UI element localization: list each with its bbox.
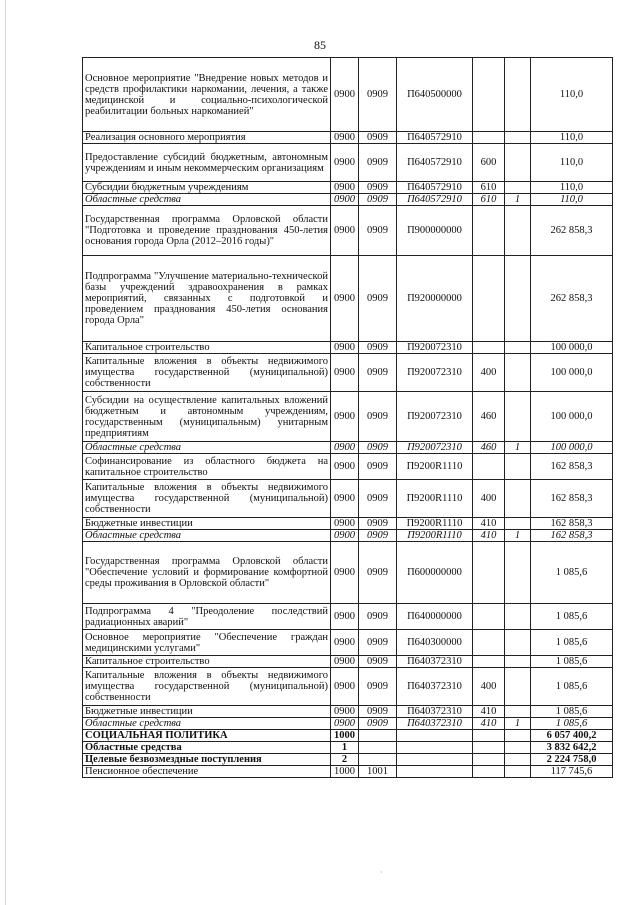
cell-name: Пенсионное обеспечение: [83, 766, 331, 778]
table-row: [83, 144, 613, 182]
cell-expense-type: [473, 454, 505, 480]
cell-target: П900000000: [397, 206, 473, 256]
page-number: 85: [314, 38, 326, 52]
cell-expense-type: 410: [473, 718, 505, 730]
table-row: [83, 604, 613, 630]
table-row: [83, 706, 613, 718]
cell-ministry: 0900: [331, 604, 359, 630]
table-row: [83, 480, 613, 518]
cell-amount: 1 085,6: [531, 542, 613, 604]
cell-source: 1: [505, 530, 531, 542]
cell-source: 1: [505, 194, 531, 206]
cell-source: [505, 630, 531, 656]
cell-section: 0909: [359, 706, 397, 718]
cell-name: Капитальные вложения в объекты недвижимого имущества государственной (муниципальной) собственности: [83, 668, 331, 706]
cell-expense-type: 410: [473, 706, 505, 718]
cell-name: Капитальное строительство: [83, 342, 331, 354]
cell-ministry: 0900: [331, 718, 359, 730]
cell-target: [397, 730, 473, 742]
cell-expense-type: 400: [473, 480, 505, 518]
table-row: [83, 530, 613, 542]
cell-target: П920072310: [397, 442, 473, 454]
cell-ministry: 0900: [331, 144, 359, 182]
cell-target: П9200R1110: [397, 480, 473, 518]
cell-name: Субсидии на осуществление капитальных вложений бюджетным и автономным учреждениям, государственным (муниципальным) унитарным предприятиям: [83, 392, 331, 442]
table-row: [83, 132, 613, 144]
cell-amount: 1 085,6: [531, 656, 613, 668]
cell-target: П640572910: [397, 194, 473, 206]
cell-amount: 162 858,3: [531, 480, 613, 518]
cell-amount: 100 000,0: [531, 442, 613, 454]
cell-source: [505, 542, 531, 604]
cell-section: [359, 754, 397, 766]
cell-ministry: 1: [331, 742, 359, 754]
cell-expense-type: 460: [473, 442, 505, 454]
cell-source: [505, 256, 531, 342]
cell-ministry: 0900: [331, 530, 359, 542]
table-row: [83, 354, 613, 392]
cell-expense-type: [473, 342, 505, 354]
cell-ministry: 0900: [331, 256, 359, 342]
cell-amount: 100 000,0: [531, 354, 613, 392]
cell-source: [505, 518, 531, 530]
cell-section: 0909: [359, 144, 397, 182]
table-row: [83, 718, 613, 730]
cell-amount: 1 085,6: [531, 604, 613, 630]
cell-expense-type: [473, 132, 505, 144]
cell-ministry: 1000: [331, 766, 359, 778]
cell-amount: 100 000,0: [531, 342, 613, 354]
cell-expense-type: [473, 256, 505, 342]
cell-name: Капитальные вложения в объекты недвижимого имущества государственной (муниципальной) собственности: [83, 354, 331, 392]
cell-amount: 1 085,6: [531, 718, 613, 730]
cell-name: Субсидии бюджетным учреждениям: [83, 182, 331, 194]
cell-name: Предоставление субсидий бюджетным, автономным учреждениям и иным некоммерческим организациям: [83, 144, 331, 182]
cell-expense-type: 610: [473, 182, 505, 194]
cell-amount: 3 832 642,2: [531, 742, 613, 754]
cell-source: [505, 604, 531, 630]
scan-margin-line: [5, 0, 6, 905]
cell-source: [505, 656, 531, 668]
cell-source: [505, 480, 531, 518]
cell-target: [397, 766, 473, 778]
cell-source: [505, 754, 531, 766]
cell-source: [505, 132, 531, 144]
cell-expense-type: 400: [473, 668, 505, 706]
table-row: [83, 454, 613, 480]
cell-ministry: 0900: [331, 392, 359, 442]
cell-section: 1001: [359, 766, 397, 778]
table-row: [83, 730, 613, 742]
cell-name: Областные средства: [83, 718, 331, 730]
cell-name: Софинансирование из областного бюджета на капитальное строительство: [83, 454, 331, 480]
table-row: [83, 194, 613, 206]
cell-source: [505, 354, 531, 392]
cell-ministry: 0900: [331, 182, 359, 194]
table-row: [83, 754, 613, 766]
cell-expense-type: [473, 754, 505, 766]
cell-expense-type: 610: [473, 194, 505, 206]
cell-amount: 1 085,6: [531, 630, 613, 656]
table-row: [83, 442, 613, 454]
table-row: [83, 206, 613, 256]
cell-target: П640572910: [397, 182, 473, 194]
table-row: [83, 656, 613, 668]
cell-source: [505, 392, 531, 442]
cell-name: Областные средства: [83, 442, 331, 454]
table-row: [83, 256, 613, 342]
cell-source: 1: [505, 718, 531, 730]
cell-name: Бюджетные инвестиции: [83, 706, 331, 718]
table-row: [83, 392, 613, 442]
cell-source: 1: [505, 442, 531, 454]
table-row: [83, 542, 613, 604]
cell-target: П640572910: [397, 132, 473, 144]
cell-section: 0909: [359, 454, 397, 480]
cell-expense-type: [473, 766, 505, 778]
cell-amount: 262 858,3: [531, 206, 613, 256]
cell-section: 0909: [359, 392, 397, 442]
cell-amount: 2 224 758,0: [531, 754, 613, 766]
cell-ministry: 2: [331, 754, 359, 766]
cell-name: Основное мероприятие "Внедрение новых методов и средств профилактики наркомании, лечения, а также медицинской и социально-психологической реабилитации больных наркоманией": [83, 58, 331, 132]
cell-expense-type: 410: [473, 518, 505, 530]
cell-target: П640572910: [397, 144, 473, 182]
cell-section: 0909: [359, 718, 397, 730]
cell-target: [397, 742, 473, 754]
cell-ministry: 0900: [331, 668, 359, 706]
cell-name: Областные средства: [83, 742, 331, 754]
cell-name: Областные средства: [83, 194, 331, 206]
cell-amount: 110,0: [531, 144, 613, 182]
cell-name: Государственная программа Орловской области "Обеспечение условий и формирование комфортной среды проживания в Орловской области": [83, 542, 331, 604]
cell-ministry: 0900: [331, 442, 359, 454]
cell-source: [505, 144, 531, 182]
cell-expense-type: [473, 542, 505, 604]
cell-name: Реализация основного мероприятия: [83, 132, 331, 144]
cell-section: 0909: [359, 58, 397, 132]
cell-ministry: 0900: [331, 194, 359, 206]
cell-target: П640372310: [397, 718, 473, 730]
cell-section: 0909: [359, 342, 397, 354]
cell-ministry: 0900: [331, 454, 359, 480]
cell-section: 0909: [359, 206, 397, 256]
cell-name: Капитальные вложения в объекты недвижимого имущества государственной (муниципальной) собственности: [83, 480, 331, 518]
cell-section: 0909: [359, 256, 397, 342]
cell-expense-type: 460: [473, 392, 505, 442]
cell-amount: 100 000,0: [531, 392, 613, 442]
cell-source: [505, 706, 531, 718]
table-row: [83, 742, 613, 754]
cell-section: 0909: [359, 530, 397, 542]
table-row: [83, 766, 613, 778]
table-row: [83, 58, 613, 132]
cell-section: 0909: [359, 354, 397, 392]
cell-name: Областные средства: [83, 530, 331, 542]
cell-target: П640500000: [397, 58, 473, 132]
cell-section: [359, 742, 397, 754]
cell-expense-type: 600: [473, 144, 505, 182]
cell-amount: 110,0: [531, 182, 613, 194]
cell-section: 0909: [359, 518, 397, 530]
cell-ministry: 0900: [331, 706, 359, 718]
cell-target: П640372310: [397, 668, 473, 706]
cell-target: [397, 754, 473, 766]
cell-target: П600000000: [397, 542, 473, 604]
cell-expense-type: [473, 656, 505, 668]
cell-name: Подпрограмма "Улучшение материально-технической базы учреждений здравоохранения в рамках мероприятий, связанных с подготовкой и проведением празднования 450-летия основания города Орла": [83, 256, 331, 342]
cell-name: СОЦИАЛЬНАЯ ПОЛИТИКА: [83, 730, 331, 742]
cell-section: 0909: [359, 182, 397, 194]
cell-source: [505, 742, 531, 754]
cell-section: 0909: [359, 656, 397, 668]
cell-ministry: 0900: [331, 206, 359, 256]
cell-section: 0909: [359, 604, 397, 630]
table-row: [83, 630, 613, 656]
cell-target: П9200R1110: [397, 518, 473, 530]
cell-amount: 110,0: [531, 194, 613, 206]
cell-section: 0909: [359, 630, 397, 656]
cell-expense-type: [473, 730, 505, 742]
cell-name: Основное мероприятие "Обеспечение граждан медицинскими услугами": [83, 630, 331, 656]
cell-amount: 6 057 400,2: [531, 730, 613, 742]
cell-source: [505, 206, 531, 256]
cell-amount: 110,0: [531, 58, 613, 132]
cell-target: П640372310: [397, 656, 473, 668]
cell-ministry: 0900: [331, 518, 359, 530]
cell-ministry: 0900: [331, 354, 359, 392]
cell-name: Целевые безвозмездные поступления: [83, 754, 331, 766]
cell-target: П640372310: [397, 706, 473, 718]
table-row: [83, 668, 613, 706]
cell-name: Бюджетные инвестиции: [83, 518, 331, 530]
cell-source: [505, 730, 531, 742]
cell-amount: 1 085,6: [531, 706, 613, 718]
cell-ministry: 0900: [331, 342, 359, 354]
cell-name: Государственная программа Орловской области "Подготовка и проведение празднования 450-летия основания города Орла (2012–2016 годы)": [83, 206, 331, 256]
cell-source: [505, 182, 531, 194]
cell-expense-type: [473, 630, 505, 656]
cell-name: Капитальное строительство: [83, 656, 331, 668]
cell-ministry: 0900: [331, 542, 359, 604]
cell-target: П9200R1110: [397, 454, 473, 480]
cell-expense-type: 410: [473, 530, 505, 542]
cell-amount: 162 858,3: [531, 518, 613, 530]
cell-target: П640300000: [397, 630, 473, 656]
cell-section: 0909: [359, 480, 397, 518]
table-row: [83, 182, 613, 194]
cell-amount: 117 745,6: [531, 766, 613, 778]
cell-source: [505, 342, 531, 354]
cell-expense-type: [473, 206, 505, 256]
cell-expense-type: 400: [473, 354, 505, 392]
cell-target: П640000000: [397, 604, 473, 630]
cell-name: Подпрограмма 4 "Преодоление последствий радиационных аварий": [83, 604, 331, 630]
cell-target: П9200R1110: [397, 530, 473, 542]
cell-amount: 110,0: [531, 132, 613, 144]
cell-ministry: 0900: [331, 58, 359, 132]
cell-source: [505, 58, 531, 132]
cell-ministry: 0900: [331, 630, 359, 656]
cell-source: [505, 454, 531, 480]
cell-amount: 162 858,3: [531, 454, 613, 480]
cell-source: [505, 668, 531, 706]
table-row: [83, 518, 613, 530]
cell-section: [359, 730, 397, 742]
cell-target: П920072310: [397, 342, 473, 354]
cell-expense-type: [473, 58, 505, 132]
budget-table: [82, 57, 613, 778]
cell-section: 0909: [359, 668, 397, 706]
cell-section: 0909: [359, 442, 397, 454]
cell-section: 0909: [359, 542, 397, 604]
cell-ministry: 0900: [331, 480, 359, 518]
cell-amount: 1 085,6: [531, 668, 613, 706]
cell-amount: 162 858,3: [531, 530, 613, 542]
cell-expense-type: [473, 604, 505, 630]
cell-target: П920072310: [397, 392, 473, 442]
cell-source: [505, 766, 531, 778]
table-row: [83, 342, 613, 354]
cell-target: П920072310: [397, 354, 473, 392]
cell-ministry: 0900: [331, 132, 359, 144]
cell-expense-type: [473, 742, 505, 754]
cell-section: 0909: [359, 132, 397, 144]
budget-table-body: [83, 58, 613, 778]
cell-target: П920000000: [397, 256, 473, 342]
cell-amount: 262 858,3: [531, 256, 613, 342]
cell-ministry: 0900: [331, 656, 359, 668]
cell-section: 0909: [359, 194, 397, 206]
cell-ministry: 1000: [331, 730, 359, 742]
scan-mark: ·: [380, 868, 383, 877]
